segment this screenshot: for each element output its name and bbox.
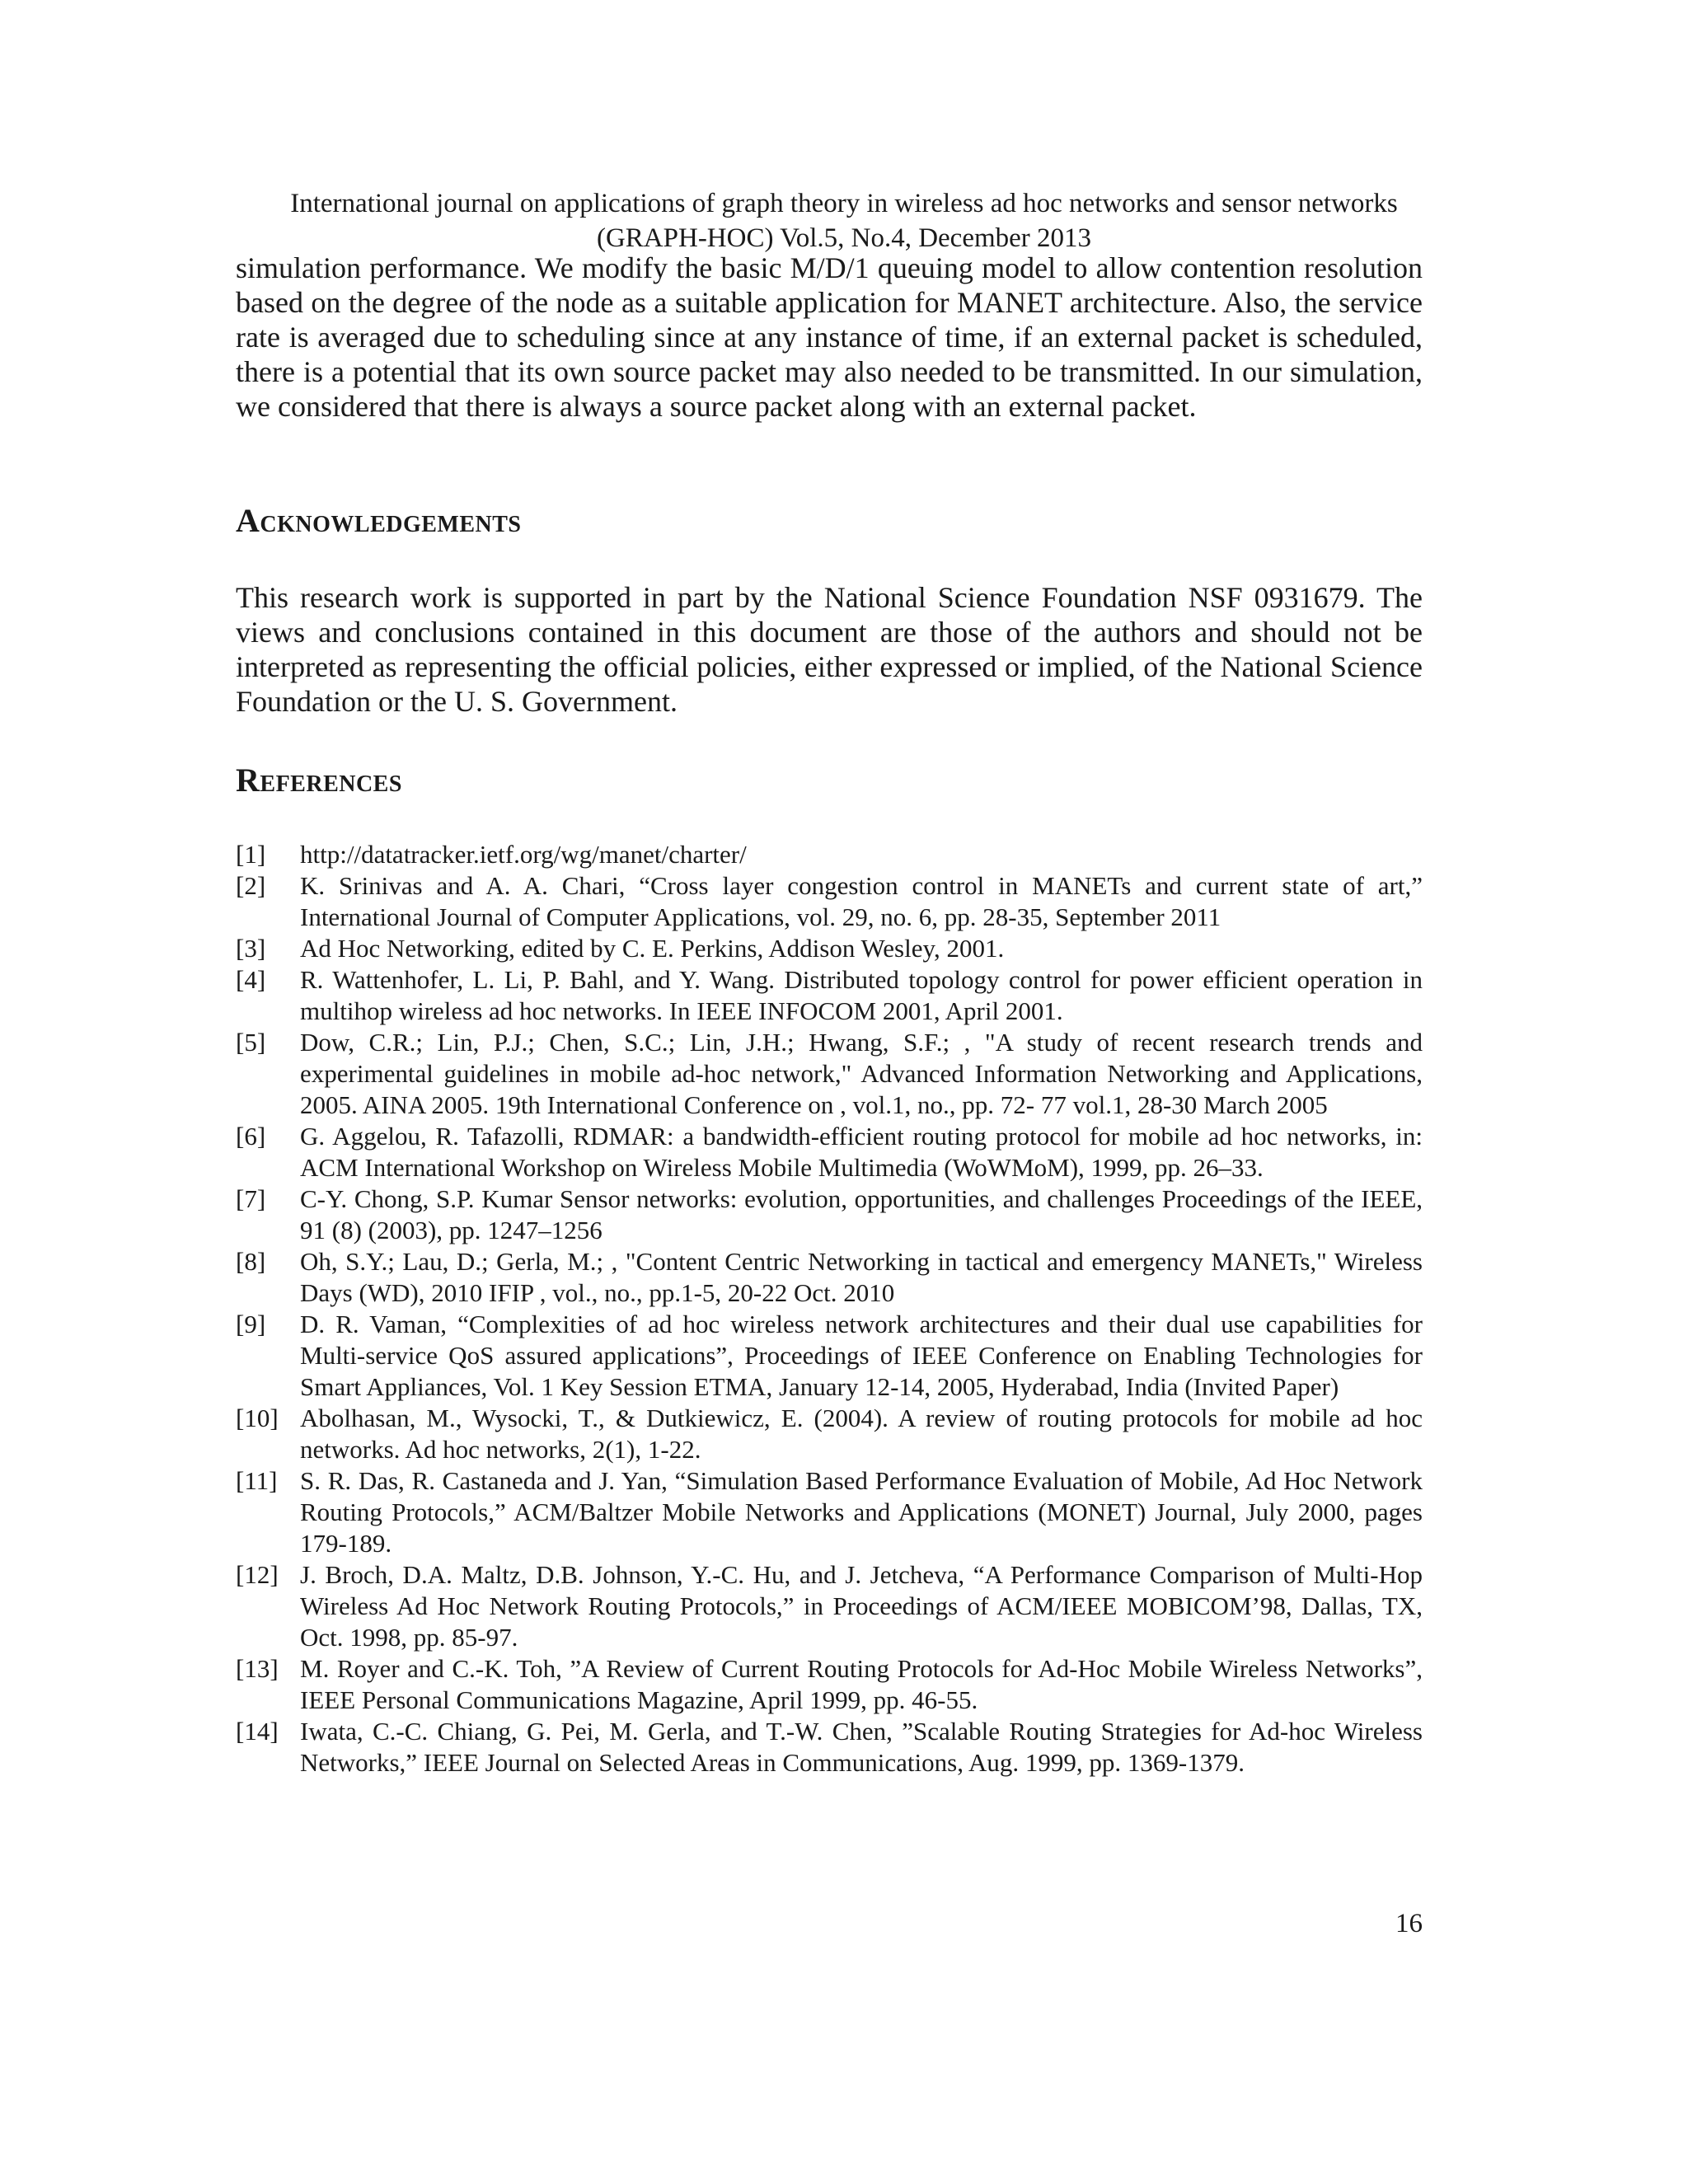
reference-text: S. R. Das, R. Castaneda and J. Yan, “Simulation Based Performance Evaluation of Mobile, Ad Hoc Network Routing Protocols,” ACM/Baltzer Mobile Networks and Applications (MONET) Journal, July 2000, pages 179-189. — [300, 1466, 1423, 1558]
reference-list — [236, 839, 1423, 1779]
reference-item — [236, 1559, 1423, 1653]
reference-item — [236, 1309, 1423, 1403]
reference-number: [6] — [236, 1122, 266, 1151]
reference-item — [236, 839, 1423, 870]
reference-text: K. Srinivas and A. A. Chari, “Cross layer congestion control in MANETs and current state of art,” International Journal of Computer Applications, vol. 29, no. 6, pp. 28-35, September 2011 — [300, 871, 1423, 931]
reference-number: [7] — [236, 1184, 266, 1213]
intro-paragraph: simulation performance. We modify the basic M/D/1 queuing model to allow contention resolution based on the degree of the node as a suitable application for MANET architecture. Also, the service rate is averaged due to scheduling since at any instance of time, if an external packet is scheduled, there is a potential that its own source packet may also needed to be transmitted. In our simulation, we considered that there is always a source packet along with an external packet. — [236, 251, 1423, 423]
reference-item — [236, 1183, 1423, 1246]
reference-item — [236, 933, 1423, 964]
references-heading: References — [236, 762, 402, 799]
reference-text: D. R. Vaman, “Complexities of ad hoc wireless network architectures and their dual use capabilities for Multi-service QoS assured applications”, Proceedings of IEEE Conference on Enabling Technologies for Smart Appliances, Vol. 1 Key Session ETMA, January 12-14, 2005, Hyderabad, India (Invited Paper) — [300, 1310, 1423, 1401]
reference-number: [4] — [236, 965, 266, 994]
reference-text: Ad Hoc Networking, edited by C. E. Perkins, Addison Wesley, 2001. — [300, 934, 1005, 963]
reference-text: R. Wattenhofer, L. Li, P. Bahl, and Y. Wang. Distributed topology control for power efficient operation in multihop wireless ad hoc networks. In IEEE INFOCOM 2001, April 2001. — [300, 965, 1423, 1025]
reference-text: http://datatracker.ietf.org/wg/manet/charter/ — [300, 840, 747, 869]
page-number: 16 — [1395, 1909, 1423, 1938]
reference-number: [12] — [236, 1560, 279, 1589]
reference-item — [236, 1121, 1423, 1183]
reference-item — [236, 1716, 1423, 1779]
reference-text: Dow, C.R.; Lin, P.J.; Chen, S.C.; Lin, J.H.; Hwang, S.F.; , "A study of recent research trends and experimental guidelines in mobile ad-hoc network," Advanced Information Networking and Applications, 2005. AINA 2005. 19th International Conference on , vol.1, no., pp. 72- 77 vol.1, 28-30 March 2005 — [300, 1028, 1423, 1119]
reference-item — [236, 1246, 1423, 1309]
reference-number: [3] — [236, 934, 266, 963]
reference-text: C-Y. Chong, S.P. Kumar Sensor networks: evolution, opportunities, and challenges Proceedings of the IEEE, 91 (8) (2003), pp. 1247–1256 — [300, 1184, 1423, 1244]
reference-number: [8] — [236, 1247, 266, 1276]
reference-text: Iwata, C.-C. Chiang, G. Pei, M. Gerla, and T.-W. Chen, ”Scalable Routing Strategies for Ad-hoc Wireless Networks,” IEEE Journal on Selected Areas in Communications, Aug. 1999, pp. 1369-1379. — [300, 1717, 1423, 1777]
reference-number: [5] — [236, 1028, 266, 1057]
header-journal-title: International journal on applications of graph theory in wireless ad hoc networks and sensor networks — [290, 189, 1398, 218]
reference-number: [1] — [236, 840, 266, 869]
reference-item — [236, 1403, 1423, 1465]
reference-item — [236, 964, 1423, 1027]
reference-text: M. Royer and C.-K. Toh, ”A Review of Current Routing Protocols for Ad-Hoc Mobile Wireless Networks”, IEEE Personal Communications Magazine, April 1999, pp. 46-55. — [300, 1654, 1423, 1714]
reference-number: [2] — [236, 871, 266, 900]
reference-text: G. Aggelou, R. Tafazolli, RDMAR: a bandwidth-efficient routing protocol for mobile ad hoc networks, in: ACM International Workshop on Wireless Mobile Multimedia (WoWMoM), 1999, pp. 26–33. — [300, 1122, 1423, 1182]
reference-number: [10] — [236, 1404, 279, 1432]
reference-number: [11] — [236, 1466, 278, 1495]
reference-text: J. Broch, D.A. Maltz, D.B. Johnson, Y.-C. Hu, and J. Jetcheva, “A Performance Comparison of Multi-Hop Wireless Ad Hoc Network Routing Protocols,” in Proceedings of ACM/IEEE MOBICOM’98, Dallas, TX, Oct. 1998, pp. 85-97. — [300, 1560, 1423, 1652]
reference-item — [236, 1465, 1423, 1559]
acknowledgements-heading: Acknowledgements — [236, 502, 522, 539]
reference-text: Oh, S.Y.; Lau, D.; Gerla, M.; , "Content Centric Networking in tactical and emergency MANETs," Wireless Days (WD), 2010 IFIP , vol., no., pp.1-5, 20-22 Oct. 2010 — [300, 1247, 1423, 1307]
reference-number: [14] — [236, 1717, 279, 1746]
reference-text: Abolhasan, M., Wysocki, T., & Dutkiewicz, E. (2004). A review of routing protocols for mobile ad hoc networks. Ad hoc networks, 2(1), 1-22. — [300, 1404, 1423, 1464]
reference-item — [236, 870, 1423, 933]
reference-item — [236, 1027, 1423, 1121]
reference-number: [13] — [236, 1654, 279, 1683]
header-issue-info: (GRAPH-HOC) Vol.5, No.4, December 2013 — [596, 223, 1092, 253]
reference-number: [9] — [236, 1310, 266, 1338]
acknowledgements-paragraph: This research work is supported in part by the National Science Foundation NSF 0931679. The views and conclusions contained in this document are those of the authors and should not be interpreted as representing the official policies, either expressed or implied, of the National Science Foundation or the U. S. Government. — [236, 581, 1423, 718]
reference-item — [236, 1653, 1423, 1716]
running-header — [0, 186, 1688, 255]
